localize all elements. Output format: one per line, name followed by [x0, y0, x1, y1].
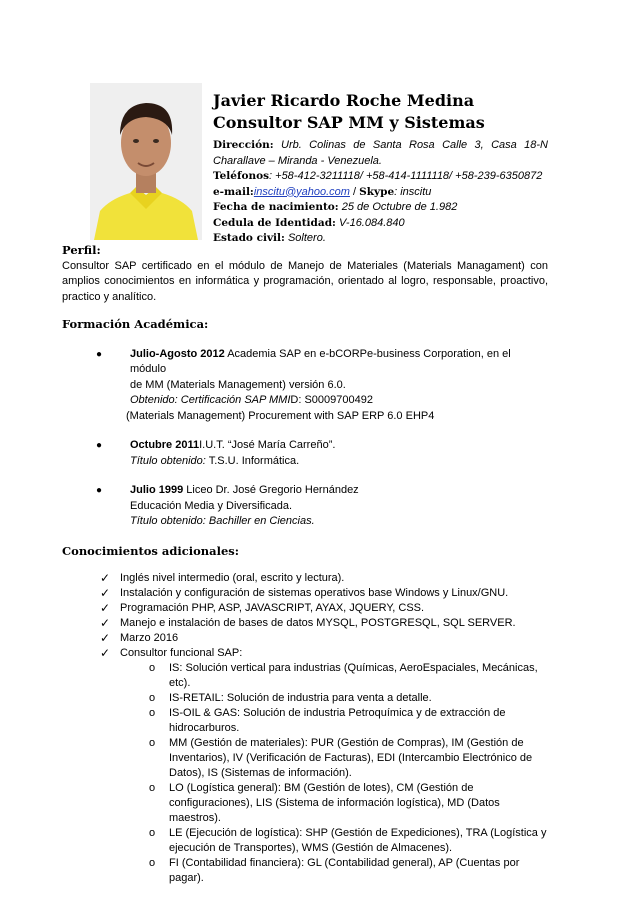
education-detail-2: (Materials Management) Procurement with SAP ERP 6.0 EHP4 [126, 409, 435, 422]
skype-separator: / [349, 185, 360, 198]
circle-bullet-icon: o [149, 782, 156, 794]
list-item [62, 483, 548, 530]
email-link[interactable]: inscitu@yahoo.com [253, 185, 350, 198]
education-title: Título obtenido: Bachiller en Ciencias. [130, 515, 315, 527]
list-item [62, 706, 548, 736]
skill-text: Programación PHP, ASP, JAVASCRIPT, AYAX, JQUERY, CSS. [120, 602, 425, 614]
bullet-icon: ● [96, 348, 103, 360]
list-item [62, 646, 548, 886]
birth-value: 25 de Octubre de 1.982 [338, 201, 458, 213]
education-detail: Educación Media y Diversificada. [130, 499, 293, 512]
circle-bullet-icon: o [149, 662, 156, 674]
contact-line [213, 185, 548, 201]
education-institution: I.U.T. “José María Carreño”. [199, 439, 336, 451]
checkmark-icon: ✓ [100, 616, 111, 630]
phones-label: Teléfonos [213, 170, 270, 182]
list-item [62, 347, 548, 425]
civil-value: Soltero. [284, 232, 326, 244]
list-item [62, 601, 548, 616]
profile-photo [90, 83, 202, 240]
skill-text: Inglés nivel intermedio (oral, escrito y lectura). [120, 572, 345, 584]
birth-line [213, 200, 548, 216]
email-label: e-mail: [213, 185, 254, 198]
candidate-title: Consultor SAP MM y Sistemas [213, 113, 485, 132]
sap-module-text: LO (Logística general): BM (Gestión de lotes), CM (Gestión de configuraciones), LIS (Sistema de información logística), MD (Datos maestros). [169, 782, 500, 824]
skills-list [62, 571, 548, 886]
list-item [62, 571, 548, 586]
list-item [62, 856, 548, 886]
sap-module-text: MM (Gestión de materiales): PUR (Gestión de Compras), IM (Gestión de Inventarios), IV (Verificación de Facturas), EDI (Intercambio Electrónico de Datos), IS (Sistemas de información). [169, 737, 533, 779]
list-item [62, 631, 548, 646]
education-list [62, 347, 548, 530]
skills-heading: Conocimientos adicionales: [62, 543, 240, 558]
id-line [213, 216, 548, 232]
education-date: Octubre 2011 [130, 439, 200, 451]
id-value: V-16.084.840 [335, 216, 405, 229]
list-item [62, 616, 548, 631]
candidate-name: Javier Ricardo Roche Medina [213, 91, 475, 110]
sap-module-text: IS-RETAIL: Solución de industria para venta a detalle. [169, 692, 432, 704]
list-item [62, 736, 548, 781]
list-item [62, 781, 548, 826]
checkmark-icon: ✓ [100, 631, 111, 645]
circle-bullet-icon: o [149, 827, 156, 839]
education-obtained: Obtenido: Certificación SAP MMI [130, 394, 291, 406]
skill-text: Instalación y configuración de sistemas operativos base Windows y Linux/GNU. [120, 587, 509, 599]
circle-bullet-icon: o [149, 857, 156, 869]
checkmark-icon: ✓ [100, 646, 111, 660]
sap-module-text: FI (Contabilidad financiera): GL (Contabilidad general), AP (Cuentas por pagar). [169, 857, 520, 884]
person-portrait-image [90, 83, 202, 240]
skill-text: Consultor funcional SAP: [120, 647, 243, 659]
phones-line [213, 169, 548, 185]
phones-value: : +58-412-3211118/ +58-414-1111118/ +58-239-6350872 [269, 170, 543, 182]
address-line-2: Charallave – Miranda - Venezuela. [213, 154, 382, 167]
skill-text: Marzo 2016 [120, 632, 179, 644]
checkmark-icon: ✓ [100, 601, 111, 615]
education-title-label: Título obtenido: [130, 454, 206, 467]
bullet-icon: ● [96, 485, 103, 496]
checkmark-icon: ✓ [100, 571, 111, 585]
sap-module-text: IS-OIL & GAS: Solución de industria Petroquímica y de extracción de hidrocarburos. [169, 707, 506, 734]
profile-text: Consultor SAP certificado en el módulo de Manejo de Materiales (Materials Managament) con amplios conocimientos en informática y programación, orientado al logro, responsable, proactivo, practico y analítico. [62, 259, 548, 303]
address-label: Dirección: [213, 139, 274, 151]
birth-label: Fecha de nacimiento: [213, 201, 339, 213]
circle-bullet-icon: o [149, 737, 156, 749]
skype-value: : inscitu [394, 185, 432, 198]
resume-body [62, 243, 548, 886]
circle-bullet-icon: o [149, 692, 156, 704]
list-item [62, 661, 548, 691]
sap-module-text: IS: Solución vertical para industrias (Químicas, AeroEspaciales, Mecánicas, etc). [169, 662, 538, 689]
address-line [213, 138, 548, 154]
education-cert-id: D: S0009700492 [290, 394, 373, 406]
list-item [62, 586, 548, 601]
circle-bullet-icon: o [149, 707, 156, 719]
education-detail: de MM (Materials Management) versión 6.0. [130, 378, 346, 391]
education-title-value: T.S.U. Informática. [205, 454, 300, 467]
education-date: Julio-Agosto 2012 [130, 347, 225, 360]
civil-label: Estado civil: [213, 232, 285, 244]
sap-modules-list [120, 661, 548, 886]
id-label: Cedula de Identidad: [213, 216, 336, 229]
list-item [62, 826, 548, 856]
education-date: Julio 1999 [130, 484, 184, 496]
checkmark-icon: ✓ [100, 586, 111, 600]
skill-text: Manejo e instalación de bases de datos MYSQL, POSTGRESQL, SQL SERVER. [120, 617, 516, 629]
profile-heading: Perfil: [62, 243, 101, 257]
skype-label: Skype [359, 185, 395, 198]
education-institution: Academia SAP en e-bCORPe-business Corporation, en el módulo [130, 347, 511, 375]
education-heading: Formación Académica: [62, 317, 209, 331]
bullet-icon: ● [96, 440, 103, 451]
header-block [213, 90, 548, 247]
sap-module-text: LE (Ejecución de logística): SHP (Gestión de Expediciones), TRA (Logística y ejecución de Transportes), WMS (Gestión de Almacenes). [169, 827, 547, 854]
list-item [62, 438, 548, 469]
education-institution: Liceo Dr. José Gregorio Hernández [183, 484, 359, 496]
list-item [62, 691, 548, 706]
address-value: Urb. Colinas de Santa Rosa Calle 3, Casa 18-N [281, 139, 548, 151]
